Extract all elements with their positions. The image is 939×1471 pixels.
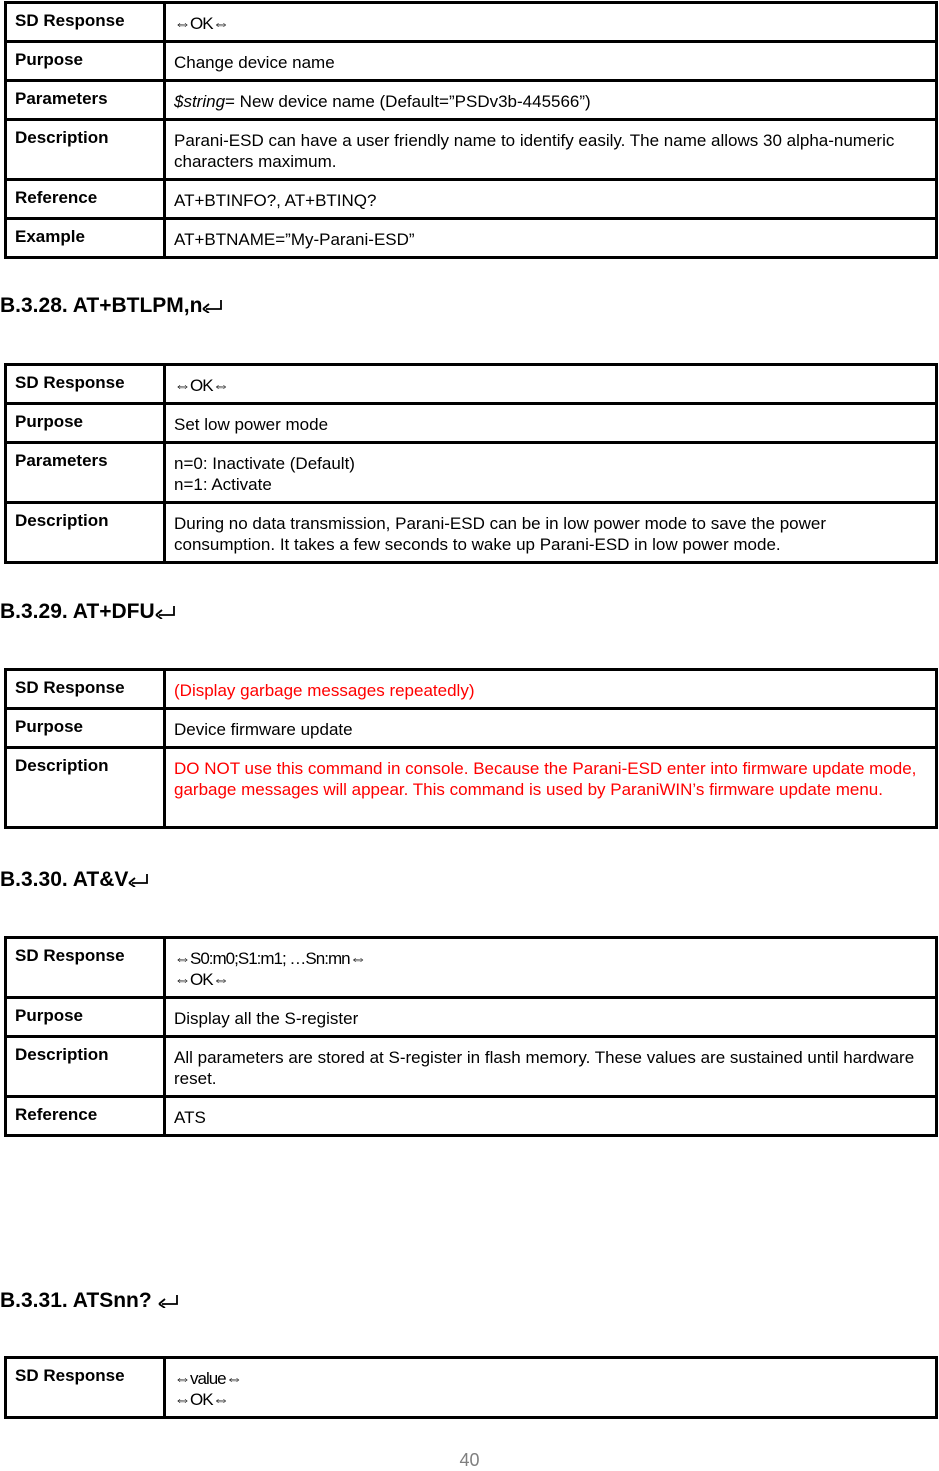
return-key-icon bbox=[202, 299, 224, 313]
table-row bbox=[6, 1037, 937, 1097]
row-value bbox=[165, 443, 937, 503]
row-key: SD Response bbox=[6, 3, 165, 42]
row-key: SD Response bbox=[6, 938, 165, 998]
section-heading-dfu bbox=[0, 599, 177, 625]
return-key-icon bbox=[155, 605, 177, 619]
return-key-icon bbox=[158, 1294, 180, 1308]
row-value: DO NOT use this command in console. Because the Parani-ESD enter into firmware update mode, garbage messages will appear. This command is used by ParaniWIN’s firmware update menu. bbox=[165, 748, 937, 828]
row-key: SD Response bbox=[6, 1358, 165, 1418]
row-value: Parani-ESD can have a user friendly name to identify easily. The name allows 30 alpha-numeric characters maximum. bbox=[165, 120, 937, 180]
table-row bbox=[6, 998, 937, 1037]
response-line: ⇔OK⇔ bbox=[174, 1390, 229, 1409]
table-row bbox=[6, 938, 937, 998]
page-number: 40 bbox=[459, 1450, 480, 1470]
row-key: Example bbox=[6, 219, 165, 258]
section-heading-atsnn bbox=[0, 1288, 180, 1314]
btlpm-table bbox=[4, 363, 938, 564]
row-value: Display all the S-register bbox=[165, 998, 937, 1037]
response-line: ⇔S0:m0;S1:m1; …Sn:mn⇔ bbox=[174, 949, 366, 968]
table-row bbox=[6, 365, 937, 404]
response-line: ⇔OK⇔ bbox=[174, 970, 229, 989]
table-row bbox=[6, 1097, 937, 1136]
table-row bbox=[6, 180, 937, 219]
row-key: Parameters bbox=[6, 81, 165, 120]
param-desc: = New device name (Default=”PSDv3b-445566”) bbox=[225, 92, 591, 111]
heading-text: B.3.30. AT&V bbox=[0, 868, 129, 891]
table-row bbox=[6, 709, 937, 748]
row-key: Description bbox=[6, 1037, 165, 1097]
section-heading-atv bbox=[0, 867, 150, 893]
param-name: $string bbox=[174, 92, 226, 111]
row-key: Parameters bbox=[6, 443, 165, 503]
row-key: Purpose bbox=[6, 998, 165, 1037]
table-row bbox=[6, 120, 937, 180]
row-value: Set low power mode bbox=[165, 404, 937, 443]
param-line: n=0: Inactivate (Default) bbox=[174, 454, 355, 473]
atv-table bbox=[4, 936, 938, 1137]
row-key: Description bbox=[6, 120, 165, 180]
btname-table bbox=[4, 1, 938, 259]
heading-text: B.3.29. AT+DFU bbox=[0, 600, 155, 623]
row-key: SD Response bbox=[6, 670, 165, 709]
row-key: Purpose bbox=[6, 42, 165, 81]
row-value: Device firmware update bbox=[165, 709, 937, 748]
heading-text: B.3.28. AT+BTLPM,n bbox=[0, 294, 203, 317]
row-key: Description bbox=[6, 503, 165, 563]
row-value: ⇔OK⇔ bbox=[165, 365, 937, 404]
row-value: AT+BTNAME=”My-Parani-ESD” bbox=[165, 219, 937, 258]
row-key: Purpose bbox=[6, 404, 165, 443]
table-row bbox=[6, 3, 937, 42]
row-value: ATS bbox=[165, 1097, 937, 1136]
table-row bbox=[6, 748, 937, 828]
heading-text: B.3.31. ATSnn? bbox=[0, 1289, 158, 1312]
row-value: ⇔OK⇔ bbox=[165, 3, 937, 42]
row-key: Reference bbox=[6, 1097, 165, 1136]
row-value: AT+BTINFO?, AT+BTINQ? bbox=[165, 180, 937, 219]
row-value bbox=[165, 938, 937, 998]
return-key-icon bbox=[128, 873, 150, 887]
row-value: All parameters are stored at S-register in flash memory. These values are sustained until hardware reset. bbox=[165, 1037, 937, 1097]
row-key: Description bbox=[6, 748, 165, 828]
table-row bbox=[6, 1358, 937, 1418]
table-row bbox=[6, 42, 937, 81]
row-value bbox=[165, 81, 937, 120]
row-value: During no data transmission, Parani-ESD can be in low power mode to save the power consumption. It takes a few seconds to wake up Parani-ESD in low power mode. bbox=[165, 503, 937, 563]
row-key: Purpose bbox=[6, 709, 165, 748]
table-row bbox=[6, 443, 937, 503]
row-value bbox=[165, 1358, 937, 1418]
table-row bbox=[6, 81, 937, 120]
row-key: Reference bbox=[6, 180, 165, 219]
atsnn-table bbox=[4, 1356, 938, 1419]
row-value: Change device name bbox=[165, 42, 937, 81]
row-key: SD Response bbox=[6, 365, 165, 404]
row-value: (Display garbage messages repeatedly) bbox=[165, 670, 937, 709]
section-heading-btlpm bbox=[0, 293, 224, 319]
table-row bbox=[6, 670, 937, 709]
table-row bbox=[6, 219, 937, 258]
dfu-table bbox=[4, 668, 938, 829]
table-row bbox=[6, 404, 937, 443]
response-line: ⇔value⇔ bbox=[174, 1369, 242, 1388]
param-line: n=1: Activate bbox=[174, 475, 272, 494]
table-row bbox=[6, 503, 937, 563]
